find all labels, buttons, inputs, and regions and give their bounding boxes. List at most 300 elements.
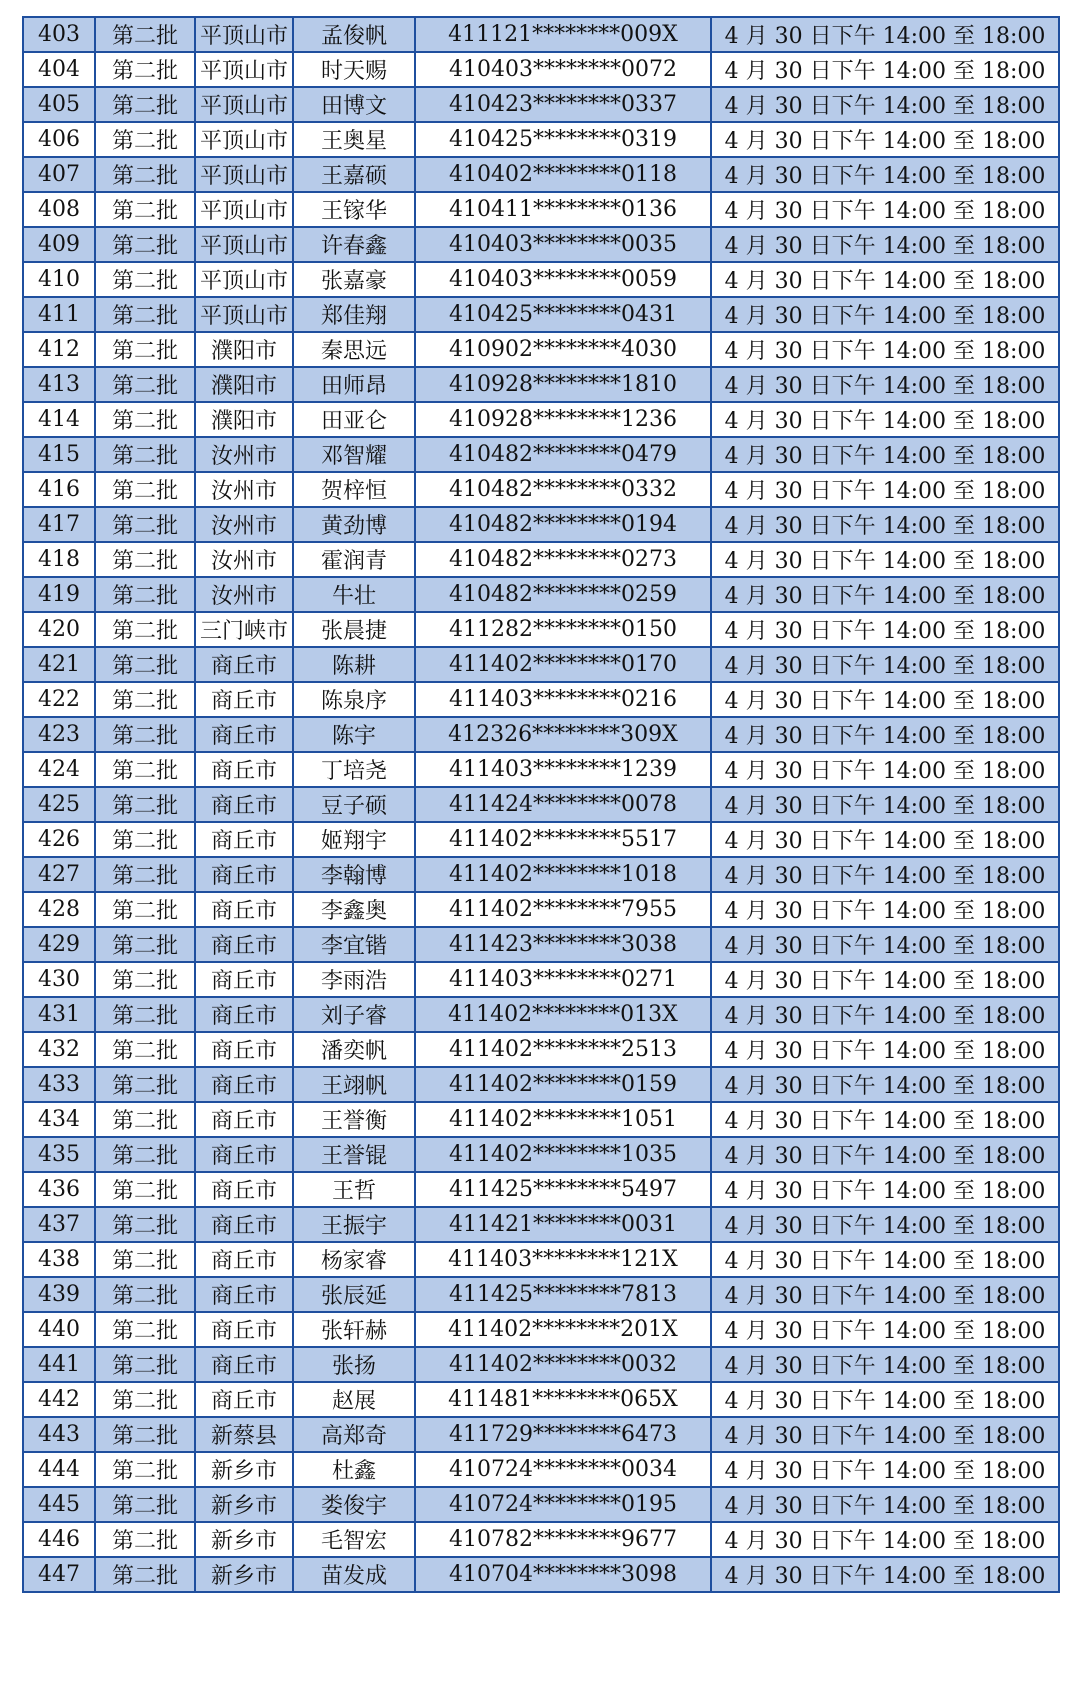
cell-name: 王翊帆 bbox=[293, 1067, 415, 1102]
cell-city: 商丘市 bbox=[195, 997, 293, 1032]
cell-city: 商丘市 bbox=[195, 1102, 293, 1137]
cell-batch: 第二批 bbox=[95, 892, 195, 927]
cell-id-number: 410403********0059 bbox=[415, 262, 711, 297]
cell-name: 姬翔宇 bbox=[293, 822, 415, 857]
cell-city: 商丘市 bbox=[195, 1242, 293, 1277]
cell-batch: 第二批 bbox=[95, 542, 195, 577]
cell-time-slot: 4 月 30 日下午 14:00 至 18:00 bbox=[711, 402, 1059, 437]
table-row bbox=[23, 1487, 1059, 1522]
cell-number: 410 bbox=[23, 262, 95, 297]
cell-batch: 第二批 bbox=[95, 1102, 195, 1137]
cell-time-slot: 4 月 30 日下午 14:00 至 18:00 bbox=[711, 122, 1059, 157]
cell-id-number: 410724********0195 bbox=[415, 1487, 711, 1522]
cell-batch: 第二批 bbox=[95, 1522, 195, 1557]
cell-number: 418 bbox=[23, 542, 95, 577]
cell-name: 霍润青 bbox=[293, 542, 415, 577]
cell-id-number: 411425********7813 bbox=[415, 1277, 711, 1312]
cell-city: 新乡市 bbox=[195, 1557, 293, 1592]
roster-table bbox=[22, 16, 1060, 1593]
cell-number: 437 bbox=[23, 1207, 95, 1242]
cell-time-slot: 4 月 30 日下午 14:00 至 18:00 bbox=[711, 1172, 1059, 1207]
cell-batch: 第二批 bbox=[95, 227, 195, 262]
cell-number: 407 bbox=[23, 157, 95, 192]
cell-name: 王奥星 bbox=[293, 122, 415, 157]
cell-id-number: 411402********7955 bbox=[415, 892, 711, 927]
cell-id-number: 411402********0032 bbox=[415, 1347, 711, 1382]
cell-name: 时天赐 bbox=[293, 52, 415, 87]
cell-name: 娄俊宇 bbox=[293, 1487, 415, 1522]
cell-batch: 第二批 bbox=[95, 262, 195, 297]
table-row bbox=[23, 332, 1059, 367]
cell-name: 王誉衡 bbox=[293, 1102, 415, 1137]
cell-batch: 第二批 bbox=[95, 1207, 195, 1242]
cell-time-slot: 4 月 30 日下午 14:00 至 18:00 bbox=[711, 717, 1059, 752]
cell-time-slot: 4 月 30 日下午 14:00 至 18:00 bbox=[711, 227, 1059, 262]
cell-name: 张扬 bbox=[293, 1347, 415, 1382]
cell-time-slot: 4 月 30 日下午 14:00 至 18:00 bbox=[711, 1067, 1059, 1102]
cell-time-slot: 4 月 30 日下午 14:00 至 18:00 bbox=[711, 332, 1059, 367]
cell-id-number: 410482********0479 bbox=[415, 437, 711, 472]
cell-city: 商丘市 bbox=[195, 857, 293, 892]
cell-name: 赵展 bbox=[293, 1382, 415, 1417]
cell-name: 张轩赫 bbox=[293, 1312, 415, 1347]
cell-name: 张嘉豪 bbox=[293, 262, 415, 297]
cell-city: 平顶山市 bbox=[195, 192, 293, 227]
cell-batch: 第二批 bbox=[95, 332, 195, 367]
cell-id-number: 410482********0194 bbox=[415, 507, 711, 542]
cell-time-slot: 4 月 30 日下午 14:00 至 18:00 bbox=[711, 857, 1059, 892]
cell-city: 平顶山市 bbox=[195, 52, 293, 87]
cell-batch: 第二批 bbox=[95, 1067, 195, 1102]
cell-number: 440 bbox=[23, 1312, 95, 1347]
cell-city: 商丘市 bbox=[195, 822, 293, 857]
cell-batch: 第二批 bbox=[95, 87, 195, 122]
cell-name: 苗发成 bbox=[293, 1557, 415, 1592]
table-row bbox=[23, 192, 1059, 227]
cell-time-slot: 4 月 30 日下午 14:00 至 18:00 bbox=[711, 1207, 1059, 1242]
cell-batch: 第二批 bbox=[95, 52, 195, 87]
cell-batch: 第二批 bbox=[95, 402, 195, 437]
cell-id-number: 411423********3038 bbox=[415, 927, 711, 962]
table-row bbox=[23, 507, 1059, 542]
cell-name: 杨家睿 bbox=[293, 1242, 415, 1277]
cell-name: 陈宇 bbox=[293, 717, 415, 752]
cell-number: 445 bbox=[23, 1487, 95, 1522]
cell-number: 419 bbox=[23, 577, 95, 612]
cell-number: 442 bbox=[23, 1382, 95, 1417]
cell-number: 447 bbox=[23, 1557, 95, 1592]
cell-city: 商丘市 bbox=[195, 1172, 293, 1207]
cell-batch: 第二批 bbox=[95, 122, 195, 157]
cell-name: 李翰博 bbox=[293, 857, 415, 892]
table-row bbox=[23, 1277, 1059, 1312]
table-row bbox=[23, 892, 1059, 927]
cell-city: 新乡市 bbox=[195, 1452, 293, 1487]
cell-batch: 第二批 bbox=[95, 577, 195, 612]
cell-time-slot: 4 月 30 日下午 14:00 至 18:00 bbox=[711, 787, 1059, 822]
cell-city: 平顶山市 bbox=[195, 262, 293, 297]
cell-city: 商丘市 bbox=[195, 787, 293, 822]
cell-id-number: 411121********009X bbox=[415, 17, 711, 52]
cell-name: 王嘉硕 bbox=[293, 157, 415, 192]
cell-name: 王哲 bbox=[293, 1172, 415, 1207]
cell-number: 408 bbox=[23, 192, 95, 227]
table-row bbox=[23, 542, 1059, 577]
table-row bbox=[23, 122, 1059, 157]
cell-time-slot: 4 月 30 日下午 14:00 至 18:00 bbox=[711, 472, 1059, 507]
cell-id-number: 410704********3098 bbox=[415, 1557, 711, 1592]
table-row bbox=[23, 577, 1059, 612]
cell-id-number: 410403********0072 bbox=[415, 52, 711, 87]
cell-city: 濮阳市 bbox=[195, 332, 293, 367]
cell-batch: 第二批 bbox=[95, 507, 195, 542]
cell-name: 王振宇 bbox=[293, 1207, 415, 1242]
table-row bbox=[23, 1242, 1059, 1277]
cell-name: 秦思远 bbox=[293, 332, 415, 367]
cell-name: 许春鑫 bbox=[293, 227, 415, 262]
table-row bbox=[23, 1102, 1059, 1137]
cell-number: 446 bbox=[23, 1522, 95, 1557]
table-row bbox=[23, 1382, 1059, 1417]
table-row bbox=[23, 17, 1059, 52]
cell-name: 刘子睿 bbox=[293, 997, 415, 1032]
cell-batch: 第二批 bbox=[95, 822, 195, 857]
cell-time-slot: 4 月 30 日下午 14:00 至 18:00 bbox=[711, 87, 1059, 122]
cell-time-slot: 4 月 30 日下午 14:00 至 18:00 bbox=[711, 1102, 1059, 1137]
cell-batch: 第二批 bbox=[95, 1277, 195, 1312]
table-row bbox=[23, 297, 1059, 332]
cell-batch: 第二批 bbox=[95, 1242, 195, 1277]
cell-number: 404 bbox=[23, 52, 95, 87]
cell-id-number: 411402********5517 bbox=[415, 822, 711, 857]
cell-name: 牛壮 bbox=[293, 577, 415, 612]
table-row bbox=[23, 1207, 1059, 1242]
cell-name: 李宜锴 bbox=[293, 927, 415, 962]
cell-number: 422 bbox=[23, 682, 95, 717]
cell-name: 潘奕帆 bbox=[293, 1032, 415, 1067]
cell-number: 431 bbox=[23, 997, 95, 1032]
table-row bbox=[23, 437, 1059, 472]
cell-batch: 第二批 bbox=[95, 17, 195, 52]
cell-id-number: 411403********1239 bbox=[415, 752, 711, 787]
cell-city: 商丘市 bbox=[195, 717, 293, 752]
cell-number: 426 bbox=[23, 822, 95, 857]
cell-time-slot: 4 月 30 日下午 14:00 至 18:00 bbox=[711, 1557, 1059, 1592]
cell-batch: 第二批 bbox=[95, 1487, 195, 1522]
cell-time-slot: 4 月 30 日下午 14:00 至 18:00 bbox=[711, 822, 1059, 857]
cell-number: 433 bbox=[23, 1067, 95, 1102]
cell-city: 商丘市 bbox=[195, 1382, 293, 1417]
cell-number: 414 bbox=[23, 402, 95, 437]
table-row bbox=[23, 472, 1059, 507]
table-row bbox=[23, 1347, 1059, 1382]
table-row bbox=[23, 227, 1059, 262]
cell-name: 杜鑫 bbox=[293, 1452, 415, 1487]
cell-id-number: 411402********1051 bbox=[415, 1102, 711, 1137]
cell-city: 商丘市 bbox=[195, 752, 293, 787]
cell-city: 商丘市 bbox=[195, 962, 293, 997]
cell-id-number: 410482********0273 bbox=[415, 542, 711, 577]
cell-city: 商丘市 bbox=[195, 1347, 293, 1382]
cell-city: 平顶山市 bbox=[195, 122, 293, 157]
cell-number: 441 bbox=[23, 1347, 95, 1382]
cell-time-slot: 4 月 30 日下午 14:00 至 18:00 bbox=[711, 927, 1059, 962]
table-row bbox=[23, 1417, 1059, 1452]
cell-name: 张晨捷 bbox=[293, 612, 415, 647]
cell-time-slot: 4 月 30 日下午 14:00 至 18:00 bbox=[711, 1277, 1059, 1312]
cell-number: 429 bbox=[23, 927, 95, 962]
cell-city: 新乡市 bbox=[195, 1487, 293, 1522]
cell-id-number: 410928********1810 bbox=[415, 367, 711, 402]
cell-id-number: 410782********9677 bbox=[415, 1522, 711, 1557]
cell-id-number: 410902********4030 bbox=[415, 332, 711, 367]
cell-batch: 第二批 bbox=[95, 962, 195, 997]
cell-id-number: 411481********065X bbox=[415, 1382, 711, 1417]
cell-city: 平顶山市 bbox=[195, 157, 293, 192]
cell-number: 439 bbox=[23, 1277, 95, 1312]
cell-batch: 第二批 bbox=[95, 367, 195, 402]
cell-time-slot: 4 月 30 日下午 14:00 至 18:00 bbox=[711, 1137, 1059, 1172]
cell-batch: 第二批 bbox=[95, 787, 195, 822]
cell-city: 商丘市 bbox=[195, 927, 293, 962]
cell-name: 孟俊帆 bbox=[293, 17, 415, 52]
table-row bbox=[23, 87, 1059, 122]
cell-batch: 第二批 bbox=[95, 1417, 195, 1452]
cell-time-slot: 4 月 30 日下午 14:00 至 18:00 bbox=[711, 1242, 1059, 1277]
cell-number: 420 bbox=[23, 612, 95, 647]
cell-batch: 第二批 bbox=[95, 1312, 195, 1347]
cell-name: 王镓华 bbox=[293, 192, 415, 227]
cell-id-number: 411402********013X bbox=[415, 997, 711, 1032]
cell-name: 李鑫奥 bbox=[293, 892, 415, 927]
cell-time-slot: 4 月 30 日下午 14:00 至 18:00 bbox=[711, 192, 1059, 227]
cell-city: 平顶山市 bbox=[195, 87, 293, 122]
cell-city: 汝州市 bbox=[195, 472, 293, 507]
cell-batch: 第二批 bbox=[95, 752, 195, 787]
cell-number: 415 bbox=[23, 437, 95, 472]
cell-id-number: 411402********1018 bbox=[415, 857, 711, 892]
cell-id-number: 412326********309X bbox=[415, 717, 711, 752]
cell-id-number: 410411********0136 bbox=[415, 192, 711, 227]
cell-batch: 第二批 bbox=[95, 647, 195, 682]
cell-batch: 第二批 bbox=[95, 927, 195, 962]
cell-time-slot: 4 月 30 日下午 14:00 至 18:00 bbox=[711, 962, 1059, 997]
table-row bbox=[23, 787, 1059, 822]
cell-batch: 第二批 bbox=[95, 192, 195, 227]
table-row bbox=[23, 822, 1059, 857]
cell-number: 434 bbox=[23, 1102, 95, 1137]
cell-city: 商丘市 bbox=[195, 1207, 293, 1242]
cell-city: 汝州市 bbox=[195, 507, 293, 542]
cell-number: 435 bbox=[23, 1137, 95, 1172]
cell-name: 高郑奇 bbox=[293, 1417, 415, 1452]
cell-name: 陈耕 bbox=[293, 647, 415, 682]
table-row bbox=[23, 1032, 1059, 1067]
cell-id-number: 411729********6473 bbox=[415, 1417, 711, 1452]
table-row bbox=[23, 1522, 1059, 1557]
cell-city: 濮阳市 bbox=[195, 367, 293, 402]
cell-time-slot: 4 月 30 日下午 14:00 至 18:00 bbox=[711, 1522, 1059, 1557]
cell-id-number: 411403********0216 bbox=[415, 682, 711, 717]
cell-time-slot: 4 月 30 日下午 14:00 至 18:00 bbox=[711, 437, 1059, 472]
cell-name: 邓智耀 bbox=[293, 437, 415, 472]
cell-batch: 第二批 bbox=[95, 1347, 195, 1382]
cell-batch: 第二批 bbox=[95, 1382, 195, 1417]
cell-batch: 第二批 bbox=[95, 682, 195, 717]
table-row bbox=[23, 997, 1059, 1032]
cell-time-slot: 4 月 30 日下午 14:00 至 18:00 bbox=[711, 507, 1059, 542]
cell-time-slot: 4 月 30 日下午 14:00 至 18:00 bbox=[711, 1382, 1059, 1417]
table-row bbox=[23, 857, 1059, 892]
cell-city: 汝州市 bbox=[195, 437, 293, 472]
table-row bbox=[23, 1452, 1059, 1487]
cell-time-slot: 4 月 30 日下午 14:00 至 18:00 bbox=[711, 542, 1059, 577]
cell-id-number: 411402********1035 bbox=[415, 1137, 711, 1172]
cell-name: 丁培尧 bbox=[293, 752, 415, 787]
cell-time-slot: 4 月 30 日下午 14:00 至 18:00 bbox=[711, 1312, 1059, 1347]
cell-id-number: 411403********0271 bbox=[415, 962, 711, 997]
cell-city: 平顶山市 bbox=[195, 297, 293, 332]
cell-city: 三门峡市 bbox=[195, 612, 293, 647]
cell-time-slot: 4 月 30 日下午 14:00 至 18:00 bbox=[711, 52, 1059, 87]
cell-name: 黄劲博 bbox=[293, 507, 415, 542]
cell-id-number: 410403********0035 bbox=[415, 227, 711, 262]
table-row bbox=[23, 52, 1059, 87]
cell-id-number: 411421********0031 bbox=[415, 1207, 711, 1242]
cell-number: 430 bbox=[23, 962, 95, 997]
cell-number: 413 bbox=[23, 367, 95, 402]
cell-name: 田亚仑 bbox=[293, 402, 415, 437]
cell-number: 423 bbox=[23, 717, 95, 752]
cell-city: 新乡市 bbox=[195, 1522, 293, 1557]
cell-time-slot: 4 月 30 日下午 14:00 至 18:00 bbox=[711, 262, 1059, 297]
cell-id-number: 411402********0170 bbox=[415, 647, 711, 682]
cell-batch: 第二批 bbox=[95, 997, 195, 1032]
cell-id-number: 411402********2513 bbox=[415, 1032, 711, 1067]
cell-id-number: 410423********0337 bbox=[415, 87, 711, 122]
cell-number: 436 bbox=[23, 1172, 95, 1207]
cell-time-slot: 4 月 30 日下午 14:00 至 18:00 bbox=[711, 1417, 1059, 1452]
table-row bbox=[23, 927, 1059, 962]
cell-time-slot: 4 月 30 日下午 14:00 至 18:00 bbox=[711, 682, 1059, 717]
cell-id-number: 411424********0078 bbox=[415, 787, 711, 822]
cell-number: 409 bbox=[23, 227, 95, 262]
cell-city: 商丘市 bbox=[195, 892, 293, 927]
cell-id-number: 411282********0150 bbox=[415, 612, 711, 647]
cell-name: 田博文 bbox=[293, 87, 415, 122]
cell-id-number: 411403********121X bbox=[415, 1242, 711, 1277]
cell-number: 443 bbox=[23, 1417, 95, 1452]
cell-id-number: 410425********0431 bbox=[415, 297, 711, 332]
cell-id-number: 410482********0332 bbox=[415, 472, 711, 507]
table-row bbox=[23, 1172, 1059, 1207]
cell-batch: 第二批 bbox=[95, 612, 195, 647]
table-row bbox=[23, 612, 1059, 647]
cell-id-number: 410402********0118 bbox=[415, 157, 711, 192]
cell-city: 商丘市 bbox=[195, 1312, 293, 1347]
cell-city: 平顶山市 bbox=[195, 17, 293, 52]
cell-batch: 第二批 bbox=[95, 857, 195, 892]
cell-time-slot: 4 月 30 日下午 14:00 至 18:00 bbox=[711, 1487, 1059, 1522]
cell-number: 405 bbox=[23, 87, 95, 122]
table-row bbox=[23, 1067, 1059, 1102]
roster-body bbox=[23, 17, 1059, 1592]
cell-time-slot: 4 月 30 日下午 14:00 至 18:00 bbox=[711, 892, 1059, 927]
cell-name: 贺梓恒 bbox=[293, 472, 415, 507]
table-row bbox=[23, 1312, 1059, 1347]
table-row bbox=[23, 402, 1059, 437]
cell-time-slot: 4 月 30 日下午 14:00 至 18:00 bbox=[711, 17, 1059, 52]
cell-number: 406 bbox=[23, 122, 95, 157]
cell-number: 427 bbox=[23, 857, 95, 892]
cell-id-number: 410425********0319 bbox=[415, 122, 711, 157]
cell-name: 田师昂 bbox=[293, 367, 415, 402]
cell-number: 428 bbox=[23, 892, 95, 927]
cell-time-slot: 4 月 30 日下午 14:00 至 18:00 bbox=[711, 752, 1059, 787]
cell-id-number: 411402********0159 bbox=[415, 1067, 711, 1102]
cell-name: 李雨浩 bbox=[293, 962, 415, 997]
table-row bbox=[23, 262, 1059, 297]
cell-city: 商丘市 bbox=[195, 1032, 293, 1067]
cell-time-slot: 4 月 30 日下午 14:00 至 18:00 bbox=[711, 297, 1059, 332]
cell-batch: 第二批 bbox=[95, 1557, 195, 1592]
cell-number: 444 bbox=[23, 1452, 95, 1487]
cell-name: 张辰延 bbox=[293, 1277, 415, 1312]
cell-batch: 第二批 bbox=[95, 437, 195, 472]
cell-batch: 第二批 bbox=[95, 1137, 195, 1172]
cell-number: 424 bbox=[23, 752, 95, 787]
cell-id-number: 410724********0034 bbox=[415, 1452, 711, 1487]
cell-city: 新蔡县 bbox=[195, 1417, 293, 1452]
table-row bbox=[23, 647, 1059, 682]
cell-number: 416 bbox=[23, 472, 95, 507]
cell-id-number: 410928********1236 bbox=[415, 402, 711, 437]
cell-city: 商丘市 bbox=[195, 1137, 293, 1172]
cell-batch: 第二批 bbox=[95, 717, 195, 752]
cell-batch: 第二批 bbox=[95, 1172, 195, 1207]
cell-city: 商丘市 bbox=[195, 1067, 293, 1102]
cell-number: 425 bbox=[23, 787, 95, 822]
cell-city: 汝州市 bbox=[195, 542, 293, 577]
cell-number: 412 bbox=[23, 332, 95, 367]
table-row bbox=[23, 1557, 1059, 1592]
cell-city: 商丘市 bbox=[195, 647, 293, 682]
cell-number: 421 bbox=[23, 647, 95, 682]
cell-id-number: 410482********0259 bbox=[415, 577, 711, 612]
cell-time-slot: 4 月 30 日下午 14:00 至 18:00 bbox=[711, 997, 1059, 1032]
cell-time-slot: 4 月 30 日下午 14:00 至 18:00 bbox=[711, 157, 1059, 192]
cell-batch: 第二批 bbox=[95, 1452, 195, 1487]
table-row bbox=[23, 752, 1059, 787]
roster-sheet bbox=[22, 16, 1058, 1593]
cell-batch: 第二批 bbox=[95, 1032, 195, 1067]
cell-time-slot: 4 月 30 日下午 14:00 至 18:00 bbox=[711, 647, 1059, 682]
cell-batch: 第二批 bbox=[95, 472, 195, 507]
cell-id-number: 411425********5497 bbox=[415, 1172, 711, 1207]
cell-number: 411 bbox=[23, 297, 95, 332]
cell-number: 432 bbox=[23, 1032, 95, 1067]
cell-batch: 第二批 bbox=[95, 297, 195, 332]
cell-name: 郑佳翔 bbox=[293, 297, 415, 332]
cell-number: 417 bbox=[23, 507, 95, 542]
table-row bbox=[23, 962, 1059, 997]
cell-id-number: 411402********201X bbox=[415, 1312, 711, 1347]
cell-name: 豆子硕 bbox=[293, 787, 415, 822]
cell-name: 毛智宏 bbox=[293, 1522, 415, 1557]
cell-city: 平顶山市 bbox=[195, 227, 293, 262]
cell-time-slot: 4 月 30 日下午 14:00 至 18:00 bbox=[711, 612, 1059, 647]
cell-city: 汝州市 bbox=[195, 577, 293, 612]
